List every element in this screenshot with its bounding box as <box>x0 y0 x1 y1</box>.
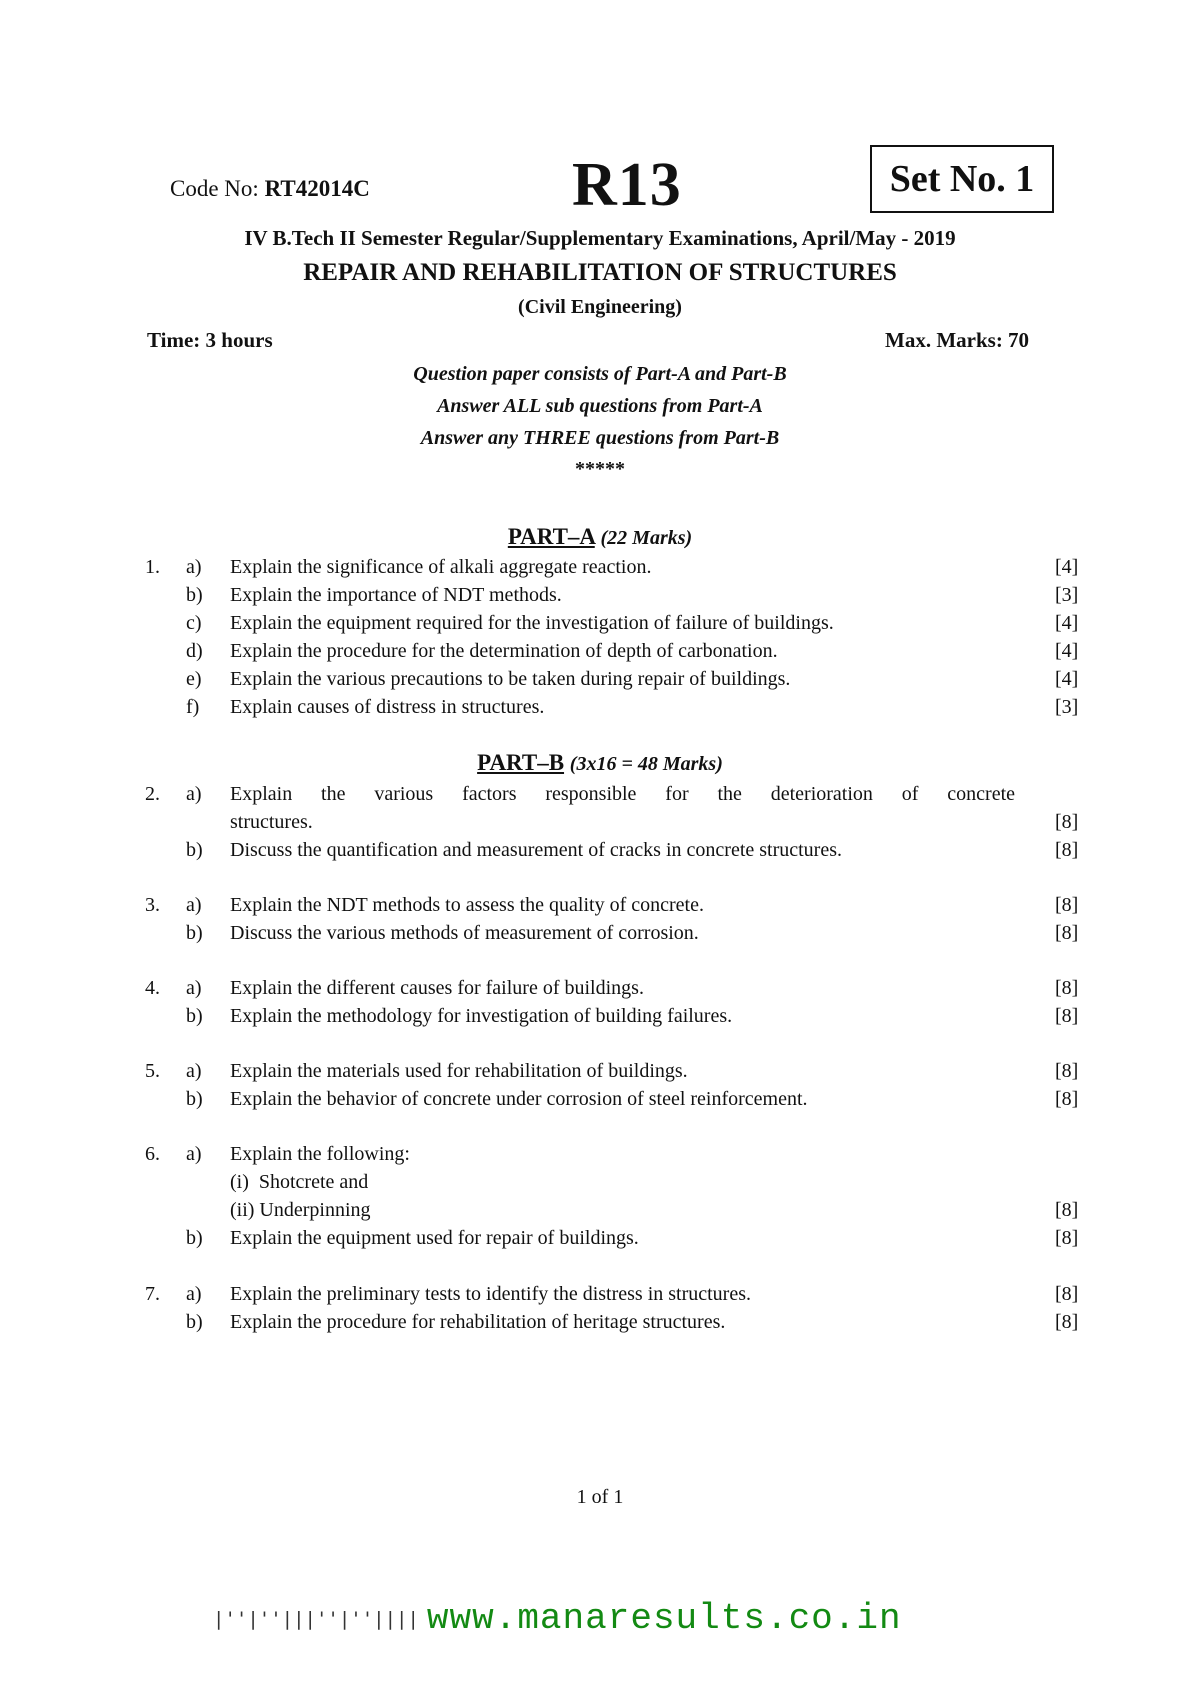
question-marks: [8] <box>1055 894 1079 916</box>
question-text: Explain the NDT methods to assess the quality of concrete. <box>230 894 704 916</box>
question-row <box>140 1171 1080 1199</box>
set-number-box: Set No. 1 <box>870 145 1054 213</box>
question-row <box>140 811 1080 839</box>
question-row <box>140 922 1080 950</box>
question-text: Discuss the various methods of measurement of corrosion. <box>230 922 699 944</box>
part-b-title: PART–B <box>477 750 565 775</box>
question-marks: [4] <box>1055 668 1079 690</box>
instruction-line: Answer any THREE questions from Part-B <box>420 427 780 449</box>
question-marks: [4] <box>1055 640 1079 662</box>
sub-question-letter: b) <box>186 1005 203 1027</box>
question-marks: [8] <box>1055 1005 1079 1027</box>
sub-question-letter: b) <box>186 922 203 944</box>
question-row <box>140 1143 1080 1171</box>
question-text: Explain the procedure for rehabilitation of heritage structures. <box>230 1311 726 1333</box>
question-text: Explain the equipment required for the investigation of failure of buildings. <box>230 612 834 634</box>
instruction-line: Question paper consists of Part-A and Part-B <box>413 363 787 385</box>
question-row <box>140 839 1080 867</box>
question-row <box>140 668 1080 696</box>
question-number: 1. <box>145 556 160 578</box>
code-number <box>170 176 370 202</box>
sub-question-letter: b) <box>186 1311 203 1333</box>
question-text: Explain the materials used for rehabilitation of buildings. <box>230 1060 688 1082</box>
question-text: Explain the different causes for failure of buildings. <box>230 977 644 999</box>
question-marks: [8] <box>1055 922 1079 944</box>
sub-question-letter: b) <box>186 839 203 861</box>
question-number: 3. <box>145 894 160 916</box>
question-marks: [3] <box>1055 696 1079 718</box>
question-marks: [8] <box>1055 977 1079 999</box>
question-row <box>140 1311 1080 1339</box>
question-marks: [8] <box>1055 1088 1079 1110</box>
question-marks: [8] <box>1055 1311 1079 1333</box>
separator-stars: ***** <box>575 458 625 480</box>
question-text: Explain the preliminary tests to identify the distress in structures. <box>230 1283 752 1305</box>
footer <box>213 1598 902 1639</box>
question-text: Explain the procedure for the determination of depth of carbonation. <box>230 640 778 662</box>
exam-title: IV B.Tech II Semester Regular/Supplementary Examinations, April/May - 2019 <box>244 226 956 250</box>
sub-question-letter: a) <box>186 783 202 805</box>
barcode-text: |''|''|||''|''|||| <box>213 1607 419 1630</box>
sub-question-letter: b) <box>186 1088 203 1110</box>
question-row <box>140 1088 1080 1116</box>
exam-time: Time: 3 hours <box>147 328 273 352</box>
sub-question-letter: b) <box>186 1227 203 1249</box>
question-row <box>140 556 1080 584</box>
question-row <box>140 584 1080 612</box>
part-a-heading <box>0 524 1200 550</box>
question-text: Explain causes of distress in structures. <box>230 696 545 718</box>
question-number: 6. <box>145 1143 160 1165</box>
code-label: Code No: <box>170 176 259 201</box>
question-text: Explain the behavior of concrete under corrosion of steel reinforcement. <box>230 1088 808 1110</box>
sub-question-letter: a) <box>186 977 202 999</box>
part-b-subtitle: (3x16 = 48 Marks) <box>569 753 723 775</box>
question-row <box>140 640 1080 668</box>
question-text: Explain the various precautions to be taken during repair of buildings. <box>230 668 791 690</box>
question-row <box>140 1227 1080 1255</box>
sub-question-letter: a) <box>186 556 202 578</box>
sub-question-letter: e) <box>186 668 202 690</box>
subject-title: REPAIR AND REHABILITATION OF STRUCTURES <box>303 259 897 286</box>
question-marks: [4] <box>1055 612 1079 634</box>
question-text: Explain the equipment used for repair of buildings. <box>230 1227 639 1249</box>
question-number: 4. <box>145 977 160 999</box>
regulation-code: R13 <box>572 151 682 219</box>
question-row <box>140 783 1080 811</box>
question-marks: [4] <box>1055 556 1079 578</box>
code-value: RT42014C <box>264 176 370 201</box>
question-text: Explain the methodology for investigation of building failures. <box>230 1005 733 1027</box>
question-row <box>140 1060 1080 1088</box>
sub-question-letter: a) <box>186 1060 202 1082</box>
question-text-continued: structures. <box>230 811 313 833</box>
sub-question-letter: f) <box>186 696 200 718</box>
part-b-heading <box>0 750 1200 776</box>
question-number: 5. <box>145 1060 160 1082</box>
question-marks: [8] <box>1055 1227 1079 1249</box>
question-row <box>140 1199 1080 1227</box>
question-text: Explain the various factors responsible for the deterioration of concrete <box>230 783 1015 805</box>
question-number: 7. <box>145 1283 160 1305</box>
question-row <box>140 977 1080 1005</box>
question-row <box>140 1005 1080 1033</box>
sub-question-letter: a) <box>186 1143 202 1165</box>
part-a-subtitle: (22 Marks) <box>600 527 693 549</box>
question-marks: [8] <box>1055 1060 1079 1082</box>
question-marks: [8] <box>1055 1283 1079 1305</box>
question-number: 2. <box>145 783 160 805</box>
question-row <box>140 894 1080 922</box>
question-marks: [8] <box>1055 839 1079 861</box>
question-text: Explain the importance of NDT methods. <box>230 584 562 606</box>
website-url[interactable]: www.manaresults.co.in <box>426 1598 902 1639</box>
sub-question-letter: c) <box>186 612 202 634</box>
question-text: Discuss the quantification and measurement of cracks in concrete structures. <box>230 839 843 861</box>
sub-question-letter: a) <box>186 1283 202 1305</box>
question-text: Explain the significance of alkali aggregate reaction. <box>230 556 652 578</box>
question-row <box>140 612 1080 640</box>
question-subitem: (ii) Underpinning <box>230 1199 371 1221</box>
question-text: Explain the following: <box>230 1143 410 1165</box>
question-marks: [8] <box>1055 811 1079 833</box>
sub-question-letter: a) <box>186 894 202 916</box>
question-subitem: (i) Shotcrete and <box>230 1171 369 1193</box>
instruction-line: Answer ALL sub questions from Part-A <box>437 395 763 417</box>
question-row <box>140 1283 1080 1311</box>
department: (Civil Engineering) <box>518 296 682 318</box>
part-a-title: PART–A <box>507 524 595 549</box>
sub-question-letter: b) <box>186 584 203 606</box>
page-number: 1 of 1 <box>576 1486 624 1508</box>
question-marks: [3] <box>1055 584 1079 606</box>
question-marks: [8] <box>1055 1199 1079 1221</box>
sub-question-letter: d) <box>186 640 203 662</box>
question-row <box>140 696 1080 724</box>
max-marks: Max. Marks: 70 <box>885 328 1030 352</box>
